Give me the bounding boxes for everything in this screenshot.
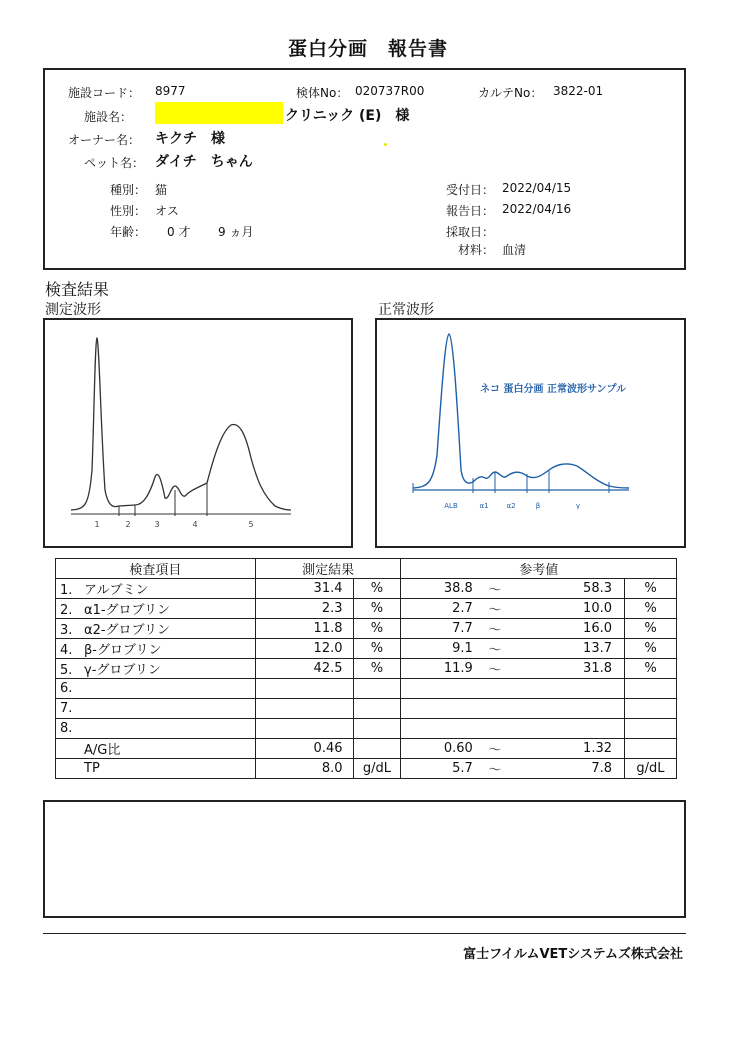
row-value <box>255 719 353 739</box>
normal-wave-heading: 正常波形 <box>378 302 434 318</box>
facility-code-label: 施設コード： <box>68 86 141 100</box>
normal-fraction-label: α2 <box>506 502 516 510</box>
measured-wave-heading: 測定波形 <box>45 302 101 318</box>
stray-mark <box>384 143 387 146</box>
measured-waveform-panel <box>43 318 353 548</box>
row-label: β-グロブリン <box>84 643 162 658</box>
measured-curve <box>71 338 291 510</box>
row-name <box>56 619 256 639</box>
table-row <box>56 659 677 679</box>
table-row <box>56 759 677 779</box>
age-months: 9 ヵ月 <box>218 225 254 239</box>
row-value: 11.8 <box>255 619 353 639</box>
row-ref-low <box>401 719 477 739</box>
row-ref-low: 2.7 <box>401 599 477 619</box>
header-result: 測定結果 <box>255 559 401 579</box>
row-label: アルブミン <box>84 583 149 598</box>
table-row <box>56 739 677 759</box>
report-title: 蛋白分画 報告書 <box>287 38 448 60</box>
row-label: γ-グロブリン <box>84 663 161 678</box>
row-ref-unit: % <box>625 619 677 639</box>
row-ref-low: 11.9 <box>401 659 477 679</box>
row-ref-unit <box>625 719 677 739</box>
header-item: 検査項目 <box>56 559 256 579</box>
sex-label: 性別： <box>110 204 147 218</box>
row-number: 7. <box>60 701 73 716</box>
row-label: α2-グロブリン <box>84 623 171 638</box>
row-ref-unit: % <box>625 599 677 619</box>
row-tilde <box>477 719 513 739</box>
normal-fraction-label: γ <box>575 502 581 510</box>
specimen-no: 020737R00 <box>355 84 425 98</box>
row-tilde: ～ <box>477 599 513 619</box>
row-ref-high: 1.32 <box>513 739 625 759</box>
results-table <box>55 558 677 779</box>
row-ref-high: 13.7 <box>513 639 625 659</box>
measured-tick-label: 3 <box>154 520 160 529</box>
normal-fraction-label: β <box>535 502 541 510</box>
row-tilde: ～ <box>477 579 513 599</box>
row-unit: % <box>353 579 401 599</box>
row-ref-low: 7.7 <box>401 619 477 639</box>
chart-no-label: カルテNo： <box>478 86 543 100</box>
row-tilde <box>477 679 513 699</box>
row-value: 42.5 <box>255 659 353 679</box>
row-unit <box>353 739 401 759</box>
species-value: 猫 <box>155 183 168 197</box>
row-ref-high <box>513 719 625 739</box>
normal-curve <box>413 334 629 488</box>
normal-fraction-label: α1 <box>479 502 489 510</box>
table-header-row <box>56 559 677 579</box>
chart-no: 3822-01 <box>553 84 604 98</box>
measured-tick-label: 1 <box>94 520 100 529</box>
row-tilde: ～ <box>477 639 513 659</box>
measured-tick-label: 2 <box>125 520 131 529</box>
row-unit: % <box>353 599 401 619</box>
owner-label: オーナー名： <box>68 133 141 147</box>
collected-label: 採取日： <box>446 225 495 239</box>
results-table-body <box>56 579 677 779</box>
age-years: 0 才 <box>167 225 191 239</box>
row-ref-high <box>513 679 625 699</box>
normal-fraction-label: ALB <box>444 502 458 510</box>
row-ref-low: 9.1 <box>401 639 477 659</box>
table-row <box>56 579 677 599</box>
row-number: 1. <box>60 583 73 598</box>
row-name <box>56 659 256 679</box>
owner-name: キクチ 様 <box>155 131 225 147</box>
row-ref-unit: % <box>625 579 677 599</box>
row-ref-unit: % <box>625 639 677 659</box>
reported-label: 報告日： <box>446 204 495 218</box>
row-ref-unit: g/dL <box>625 759 677 779</box>
sex-value: オス <box>155 204 179 218</box>
row-unit <box>353 679 401 699</box>
redaction-highlight <box>155 102 283 124</box>
row-name <box>56 579 256 599</box>
row-name <box>56 719 256 739</box>
normal-waveform-chart <box>377 320 684 546</box>
table-row <box>56 719 677 739</box>
row-number: 4. <box>60 643 73 658</box>
table-row <box>56 619 677 639</box>
row-number: 5. <box>60 663 73 678</box>
measured-waveform-chart <box>45 320 351 546</box>
specimen-no-label: 検体No： <box>296 86 349 100</box>
company-name: 富士フイルムVETシステムズ株式会社 <box>463 947 683 962</box>
species-label: 種別： <box>110 183 147 197</box>
row-number: 2. <box>60 603 73 618</box>
row-unit <box>353 699 401 719</box>
row-name <box>56 599 256 619</box>
row-unit: % <box>353 659 401 679</box>
material-value: 血清 <box>502 243 527 257</box>
table-row <box>56 599 677 619</box>
normal-waveform-panel <box>375 318 686 548</box>
row-ref-unit <box>625 679 677 699</box>
row-label: A/G比 <box>84 743 121 758</box>
row-tilde: ～ <box>477 759 513 779</box>
row-ref-high: 58.3 <box>513 579 625 599</box>
measured-tick-label: 5 <box>248 520 254 529</box>
row-name <box>56 679 256 699</box>
row-ref-unit <box>625 739 677 759</box>
row-label: TP <box>84 761 100 776</box>
material-label: 材料： <box>458 243 495 257</box>
row-name <box>56 759 256 779</box>
row-number: 8. <box>60 721 73 736</box>
row-ref-unit: % <box>625 659 677 679</box>
facility-name: クリニック (E) 様 <box>285 108 410 124</box>
row-value: 12.0 <box>255 639 353 659</box>
row-tilde: ～ <box>477 619 513 639</box>
row-unit <box>353 719 401 739</box>
table-row <box>56 699 677 719</box>
row-ref-low: 5.7 <box>401 759 477 779</box>
pet-name: ダイチ ちゃん <box>155 154 253 170</box>
row-unit: g/dL <box>353 759 401 779</box>
row-name <box>56 699 256 719</box>
reported-date: 2022/04/16 <box>502 202 572 216</box>
facility-name-label: 施設名： <box>84 110 133 124</box>
received-date: 2022/04/15 <box>502 181 572 195</box>
row-number: 3. <box>60 623 73 638</box>
row-value: 8.0 <box>255 759 353 779</box>
table-row <box>56 639 677 659</box>
row-value <box>255 699 353 719</box>
results-heading: 検査結果 <box>45 280 110 299</box>
row-number: 6. <box>60 681 73 696</box>
row-value: 2.3 <box>255 599 353 619</box>
row-tilde: ～ <box>477 739 513 759</box>
facility-code: 8977 <box>155 84 186 98</box>
measured-tick-label: 4 <box>192 520 198 529</box>
comment-box <box>43 800 686 918</box>
row-ref-high: 10.0 <box>513 599 625 619</box>
row-ref-unit <box>625 699 677 719</box>
row-tilde: ～ <box>477 659 513 679</box>
row-ref-high: 7.8 <box>513 759 625 779</box>
normal-caption: ネコ 蛋白分画 正常波形サンプル <box>480 384 627 395</box>
age-label: 年齢： <box>110 225 147 239</box>
row-ref-low: 0.60 <box>401 739 477 759</box>
pet-label: ペット名： <box>84 156 145 170</box>
row-unit: % <box>353 619 401 639</box>
row-tilde <box>477 699 513 719</box>
received-label: 受付日： <box>446 183 495 197</box>
row-label: α1-グロブリン <box>84 603 171 618</box>
row-value: 0.46 <box>255 739 353 759</box>
row-ref-low <box>401 699 477 719</box>
row-name <box>56 739 256 759</box>
row-value: 31.4 <box>255 579 353 599</box>
row-ref-low: 38.8 <box>401 579 477 599</box>
row-name <box>56 639 256 659</box>
row-ref-high <box>513 699 625 719</box>
footer-rule <box>43 933 686 934</box>
row-ref-high: 31.8 <box>513 659 625 679</box>
header-reference: 参考値 <box>401 559 677 579</box>
table-row <box>56 679 677 699</box>
row-ref-low <box>401 679 477 699</box>
row-unit: % <box>353 639 401 659</box>
row-ref-high: 16.0 <box>513 619 625 639</box>
row-value <box>255 679 353 699</box>
